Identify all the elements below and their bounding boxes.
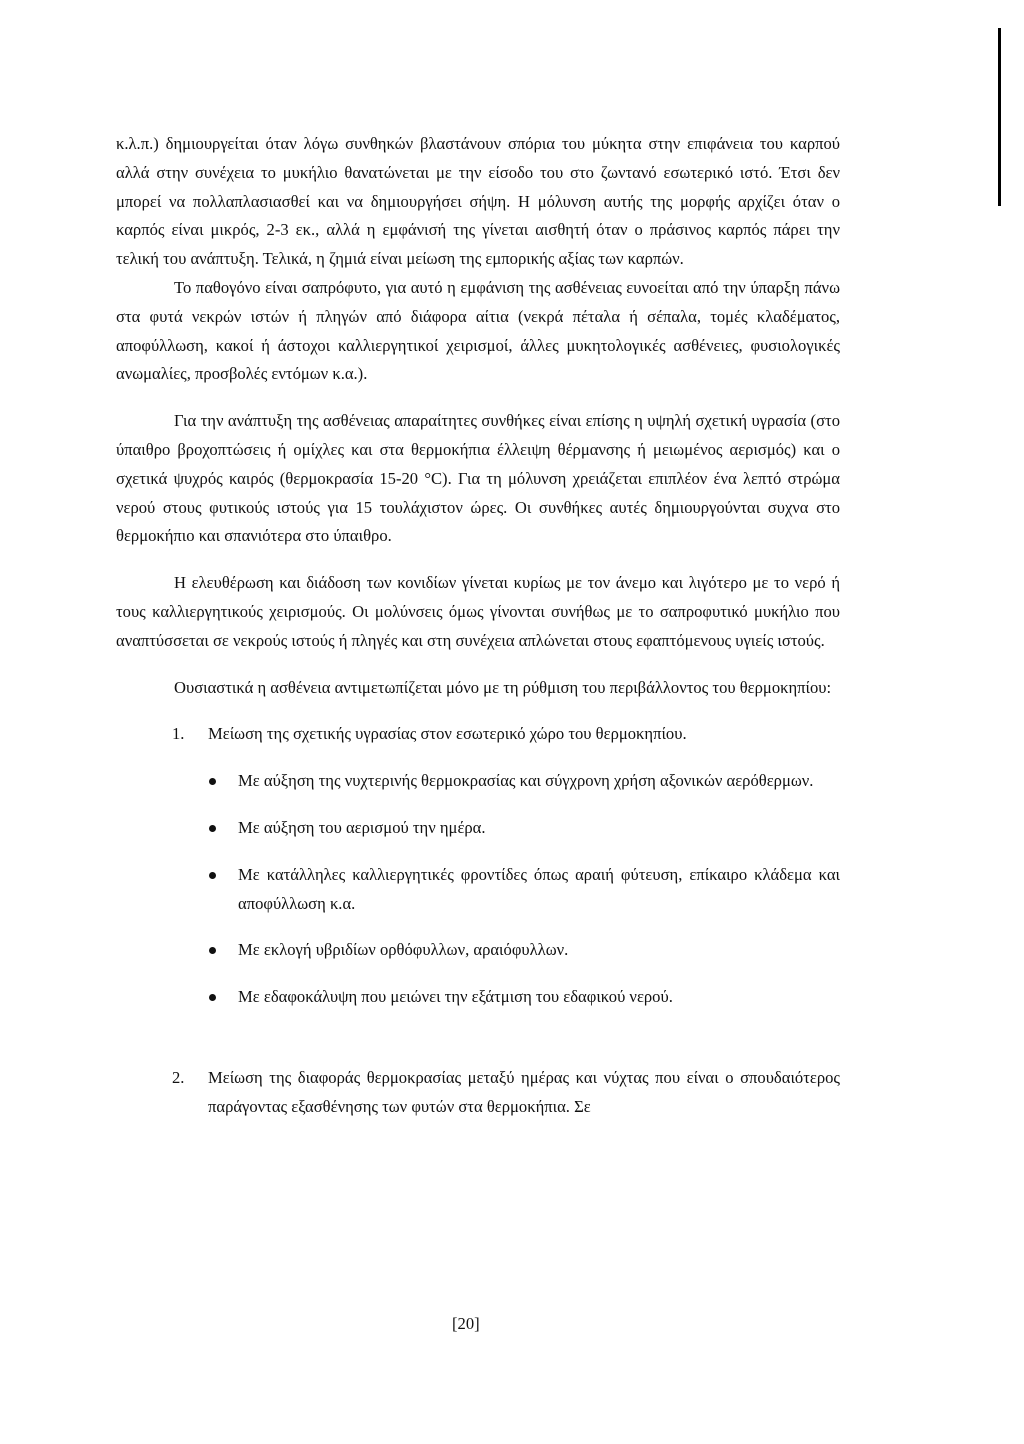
numbered-item-text: Μείωση της διαφοράς θερμοκρασίας μεταξύ ημέρας και νύχτας που είναι ο σπουδαιότερος παράγοντας εξασθένησης των φυτών στα θερμοκήπια. Σε [208,1067,840,1116]
list-number: 1. [172,724,185,744]
bullet-list [116,767,840,1012]
scan-edge-line [998,28,1001,206]
bullet-item [116,936,840,965]
numbered-item-2 [116,1064,840,1122]
bullet-dot-icon [209,872,216,879]
bullet-item [116,861,840,919]
bullet-dot-icon [209,825,216,832]
paragraph-2: Το παθογόνο είναι σαπρόφυτο, για αυτό η εμφάνιση της ασθένειας ευνοείται από την ύπαρξη πάνω στα φυτά νεκρών ιστών ή πληγών από διάφορα αίτια (νεκρά πέταλα ή σέπαλα, τομές κλαδέματος, αποφύλλωση, κακοί ή άστοχοι καλλιεργητικοί χειρισμοί, άλλες μυκητολογικές ασθένειες, φυσιολογικές ανωμαλίες, προσβολές εντόμων κ.α.). [116,277,840,384]
bullet-text: Με κατάλληλες καλλιεργητικές φροντίδες όπως αραιή φύτευση, επίκαιρο κλάδεμα και αποφύλλωση κ.α. [238,864,840,913]
bullet-item [116,767,840,796]
bullet-item [116,983,840,1012]
paragraph-1: κ.λ.π.) δημιουργείται όταν λόγω συνθηκών βλαστάνουν σπόρια του μύκητα στην επιφάνεια του καρπού αλλά στην συνέχεια το μυκήλιο θανατώνεται με την είσοδο του στο ζωντανό εσωτερικό ιστό. Έτσι δεν μπορεί να πολλαπλασιασθεί και να δημιουργήσει σήψη. Η μόλυνση αυτής της μορφής αρχίζει όταν ο καρπός είναι μικρός, 2-3 εκ., αλλά η εμφάνισή της γίνεται αισθητή όταν ο πράσινος καρπός πάρει την τελική του ανάπτυξη. Τελικά, η ζημιά είναι μείωση της εμπορικής αξίας των καρπών. [116,134,840,269]
bullet-text: Με αύξηση του αερισμού την ημέρα. [238,817,486,837]
bullet-dot-icon [209,947,216,954]
paragraph-5: Ουσιαστικά η ασθένεια αντιμετωπίζεται μόνο με τη ρύθμιση του περιβάλλοντος του θερμοκηπίου: [174,677,832,697]
bullet-text: Με εκλογή υβριδίων ορθόφυλλων, αραιόφυλλων. [238,940,569,960]
bullet-item [116,814,840,843]
document-page [116,130,840,1122]
paragraph-4: Η ελευθέρωση και διάδοση των κονιδίων γίνεται κυρίως με τον άνεμο και λιγότερο με το νερό ή τους καλλιεργητικούς χειρισμούς. Οι μολύνσεις όμως γίνονται συνήθως με το σαπροφυτικό μυκήλιο που αναπτύσσεται σε νεκρούς ιστούς ή πληγές και στη συνέχεια απλώνεται στους εφαπτόμενους υγιείς ιστούς. [116,573,840,650]
paragraph-3: Για την ανάπτυξη της ασθένειας απαραίτητες συνθήκες είναι επίσης η υψηλή σχετική υγρασία (στο ύπαιθρο βροχοπτώσεις ή ομίχλες και στα θερμοκήπια έλλειψη θέρμανσης ή μειωμένος αερισμός) και ο σχετικά ψυχρός καιρός (θερμοκρασία 15-20 °C). Για τη μόλυνση χρειάζεται επιπλέον ένα λεπτό στρώμα νερού στους φυτικούς ιστούς για 15 τουλάχιστον ώρες. Οι συνθήκες αυτές δημιουργούνται συχνα στο θερμοκήπιο και σπανιότερα στο ύπαιθρο. [116,411,840,546]
bullet-text: Με εδαφοκάλυψη που μειώνει την εξάτμιση του εδαφικού νερού. [238,987,673,1007]
bullet-dot-icon [209,778,216,785]
bullet-text: Με αύξηση της νυχτερινής θερμοκρασίας και σύγχρονη χρήση αξονικών αερόθερμων. [238,771,814,791]
numbered-item-1 [116,720,840,749]
page-number: [20] [452,1314,480,1333]
bullet-dot-icon [209,994,216,1001]
numbered-item-text: Μείωση της σχετικής υγρασίας στον εσωτερικό χώρο του θερμοκηπίου. [208,724,687,744]
list-number: 2. [172,1067,185,1087]
